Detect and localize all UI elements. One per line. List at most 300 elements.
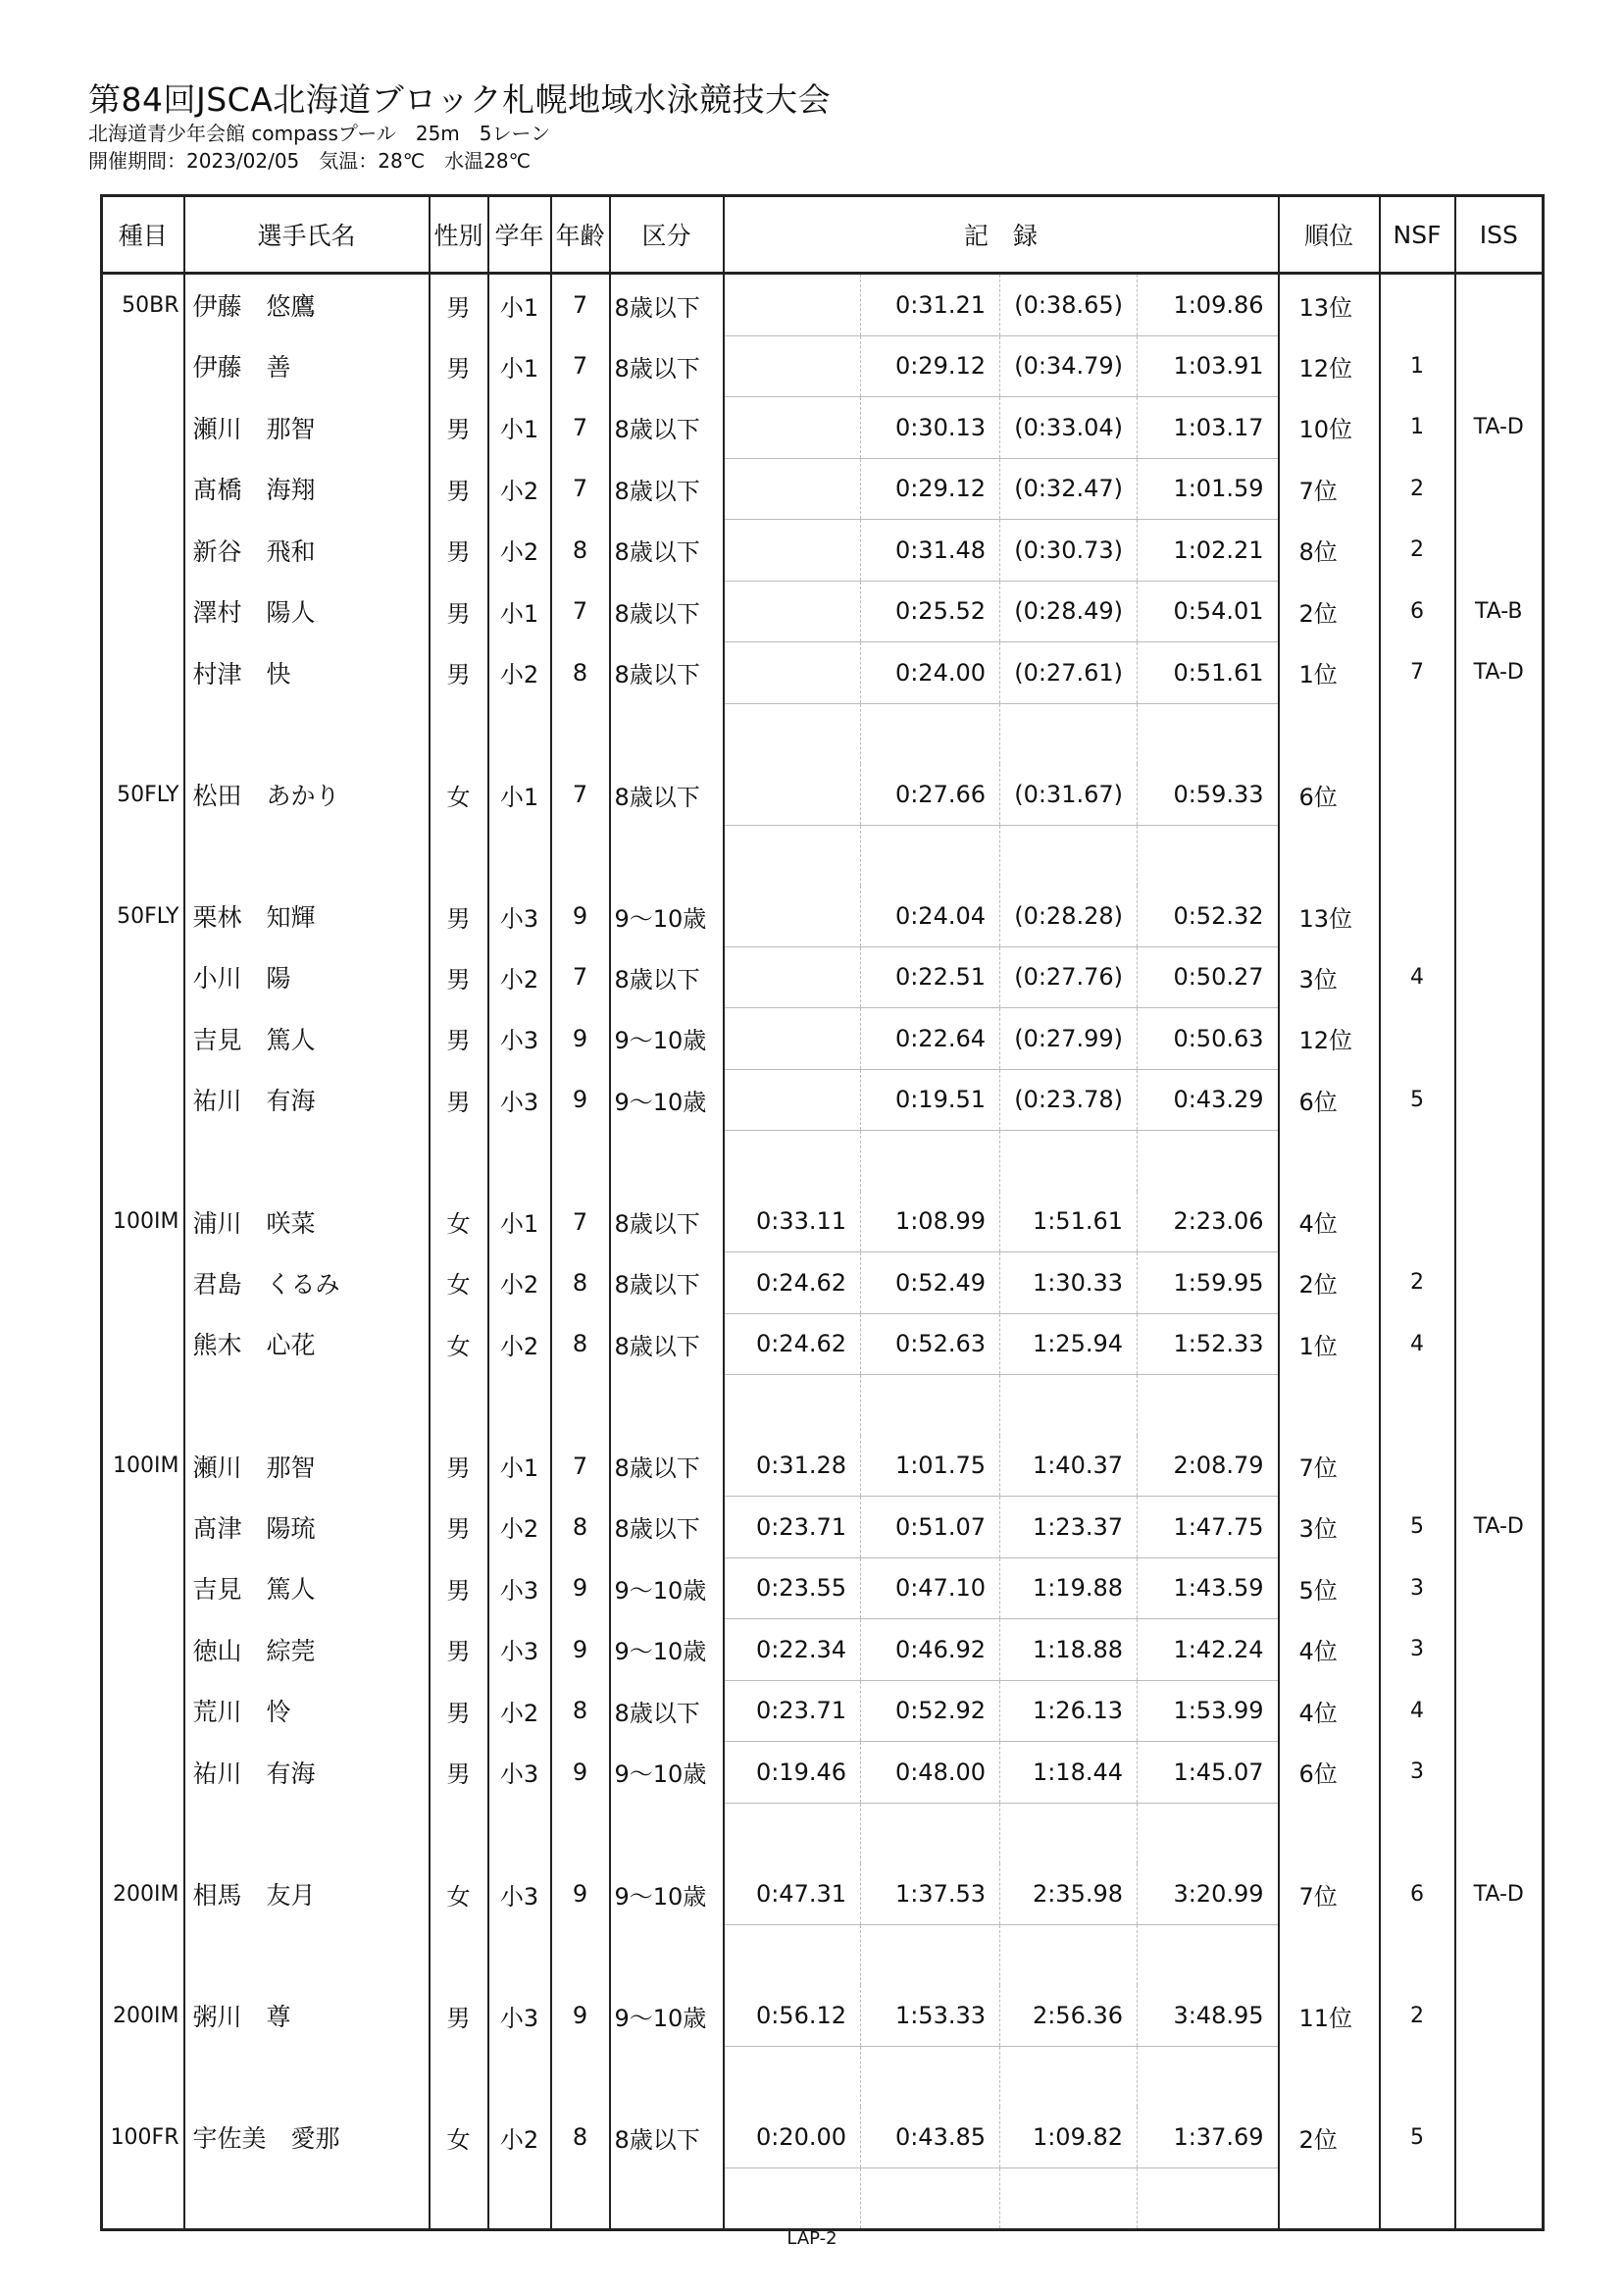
division-cell: 8歳以下 (610, 1192, 724, 1252)
iss-cell (1455, 458, 1544, 520)
table-row (102, 2107, 1544, 2167)
split-3-cell (1000, 703, 1138, 764)
grade-cell (488, 1924, 551, 1985)
final-time-cell: 1:03.17 (1138, 397, 1279, 459)
event-cell: 50FLY (102, 764, 184, 825)
split-2-cell: 0:29.12 (861, 458, 1000, 520)
grade-cell: 小2 (488, 1497, 551, 1558)
split-3-cell (1000, 2046, 1138, 2107)
rank-cell: 12位 (1279, 1008, 1380, 1070)
event-cell (102, 1742, 184, 1804)
nsf-cell (1380, 886, 1455, 946)
final-time-cell: 1:37.69 (1138, 2107, 1279, 2167)
grade-cell: 小3 (488, 1863, 551, 1924)
split-2-cell: 0:43.85 (861, 2107, 1000, 2167)
split-1-cell: 0:20.00 (724, 2107, 861, 2167)
rank-cell (1279, 2167, 1380, 2230)
division-cell: 8歳以下 (610, 1497, 724, 1558)
sex-cell: 男 (430, 642, 488, 704)
nsf-cell (1380, 1131, 1455, 1192)
final-time-cell: 1:53.99 (1138, 1680, 1279, 1742)
split-1-cell (724, 520, 861, 582)
division-cell: 8歳以下 (610, 1252, 724, 1314)
event-cell (102, 825, 184, 886)
division-cell (610, 825, 724, 886)
split-3-cell: 1:18.44 (1000, 1742, 1138, 1804)
sex-cell (430, 825, 488, 886)
split-2-cell (861, 1131, 1000, 1192)
name-cell: 髙橋 海翔 (184, 458, 430, 520)
header-nsf: NSF (1380, 196, 1455, 274)
nsf-cell: 1 (1380, 335, 1455, 397)
split-3-cell: 1:18.88 (1000, 1619, 1138, 1681)
age-cell: 8 (551, 642, 610, 704)
split-2-cell: 0:46.92 (861, 1619, 1000, 1681)
iss-cell (1455, 1069, 1544, 1131)
final-time-cell: 1:52.33 (1138, 1313, 1279, 1375)
event-cell (102, 335, 184, 397)
final-time-cell: 0:43.29 (1138, 1069, 1279, 1131)
table-row (102, 946, 1544, 1008)
name-cell (184, 2167, 430, 2230)
split-2-cell: 0:52.92 (861, 1680, 1000, 1742)
event-cell (102, 1803, 184, 1863)
split-1-cell (724, 581, 861, 642)
split-1-cell (724, 1069, 861, 1131)
split-1-cell: 0:56.12 (724, 1985, 861, 2046)
split-2-cell (861, 825, 1000, 886)
sex-cell (430, 1924, 488, 1985)
iss-cell (1455, 2107, 1544, 2167)
sex-cell: 男 (430, 581, 488, 642)
age-cell: 9 (551, 1863, 610, 1924)
split-1-cell: 0:47.31 (724, 1863, 861, 1924)
nsf-cell: 2 (1380, 520, 1455, 582)
final-time-cell: 0:59.33 (1138, 764, 1279, 825)
division-cell: 9～10歳 (610, 886, 724, 946)
iss-cell (1455, 1557, 1544, 1619)
table-row (102, 642, 1544, 704)
split-1-cell: 0:23.71 (724, 1680, 861, 1742)
split-3-cell: 1:19.88 (1000, 1557, 1138, 1619)
final-time-cell: 0:51.61 (1138, 642, 1279, 704)
final-time-cell: 0:50.27 (1138, 946, 1279, 1008)
header-sex: 性別 (430, 196, 488, 274)
table-row (102, 397, 1544, 459)
event-cell (102, 1131, 184, 1192)
event-cell (102, 520, 184, 582)
name-cell: 相馬 友月 (184, 1863, 430, 1924)
event-cell (102, 1619, 184, 1681)
name-cell: 村津 快 (184, 642, 430, 704)
age-cell: 8 (551, 520, 610, 582)
split-2-cell: 0:24.00 (861, 642, 1000, 704)
split-3-cell: (0:28.49) (1000, 581, 1138, 642)
name-cell (184, 1131, 430, 1192)
final-time-cell: 0:52.32 (1138, 886, 1279, 946)
split-2-cell: 0:52.49 (861, 1252, 1000, 1314)
rank-cell (1279, 1803, 1380, 1863)
age-cell (551, 1375, 610, 1436)
split-3-cell (1000, 1131, 1138, 1192)
split-1-cell (724, 2167, 861, 2230)
age-cell: 9 (551, 1742, 610, 1804)
event-cell (102, 1375, 184, 1436)
split-2-cell: 0:30.13 (861, 397, 1000, 459)
iss-cell (1455, 1924, 1544, 1985)
split-2-cell: 0:22.51 (861, 946, 1000, 1008)
iss-cell (1455, 1436, 1544, 1497)
grade-cell (488, 703, 551, 764)
name-cell: 伊藤 悠鷹 (184, 274, 430, 336)
division-cell (610, 2167, 724, 2230)
split-1-cell: 0:23.71 (724, 1497, 861, 1558)
name-cell: 伊藤 善 (184, 335, 430, 397)
division-cell (610, 2046, 724, 2107)
division-cell: 8歳以下 (610, 335, 724, 397)
final-time-cell (1138, 1924, 1279, 1985)
table-row (102, 764, 1544, 825)
nsf-cell: 2 (1380, 458, 1455, 520)
split-2-cell: 0:25.52 (861, 581, 1000, 642)
split-1-cell (724, 274, 861, 336)
iss-cell (1455, 2046, 1544, 2107)
split-1-cell (724, 458, 861, 520)
age-cell: 8 (551, 1497, 610, 1558)
grade-cell: 小2 (488, 1680, 551, 1742)
division-cell: 9～10歳 (610, 1742, 724, 1804)
split-3-cell: 1:25.94 (1000, 1313, 1138, 1375)
grade-cell: 小2 (488, 458, 551, 520)
header-rank: 順位 (1279, 196, 1380, 274)
iss-cell: TA-D (1455, 1863, 1544, 1924)
split-2-cell: 1:08.99 (861, 1192, 1000, 1252)
iss-cell (1455, 946, 1544, 1008)
sex-cell (430, 1131, 488, 1192)
rank-cell: 4位 (1279, 1680, 1380, 1742)
split-3-cell: (0:34.79) (1000, 335, 1138, 397)
spacer-row (102, 825, 1544, 886)
name-cell: 祐川 有海 (184, 1742, 430, 1804)
age-cell: 9 (551, 1985, 610, 2046)
grade-cell: 小2 (488, 520, 551, 582)
rank-cell (1279, 703, 1380, 764)
iss-cell (1455, 1985, 1544, 2046)
final-time-cell: 1:02.21 (1138, 520, 1279, 582)
iss-cell: TA-D (1455, 642, 1544, 704)
division-cell (610, 1375, 724, 1436)
sex-cell: 男 (430, 1742, 488, 1804)
event-cell: 50BR (102, 274, 184, 336)
rank-cell: 13位 (1279, 886, 1380, 946)
event-cell (102, 2167, 184, 2230)
split-1-cell: 0:24.62 (724, 1252, 861, 1314)
venue-line: 北海道青少年会館 compassプール 25m 5レーン (88, 122, 551, 145)
age-cell: 8 (551, 1252, 610, 1314)
split-1-cell (724, 703, 861, 764)
rank-cell: 7位 (1279, 458, 1380, 520)
rank-cell: 4位 (1279, 1619, 1380, 1681)
rank-cell: 1位 (1279, 642, 1380, 704)
spacer-row (102, 703, 1544, 764)
page-footer: LAP-2 (787, 2228, 837, 2249)
rank-cell: 2位 (1279, 581, 1380, 642)
sex-cell: 女 (430, 1192, 488, 1252)
table-row (102, 886, 1544, 946)
age-cell: 7 (551, 458, 610, 520)
split-2-cell: 1:53.33 (861, 1985, 1000, 2046)
table-row (102, 1863, 1544, 1924)
final-time-cell: 3:48.95 (1138, 1985, 1279, 2046)
rank-cell: 1位 (1279, 1313, 1380, 1375)
name-cell: 粥川 尊 (184, 1985, 430, 2046)
split-2-cell: 0:51.07 (861, 1497, 1000, 1558)
grade-cell: 小3 (488, 1069, 551, 1131)
grade-cell: 小3 (488, 1985, 551, 2046)
nsf-cell: 7 (1380, 642, 1455, 704)
table-row (102, 1742, 1544, 1804)
final-time-cell: 2:08.79 (1138, 1436, 1279, 1497)
split-2-cell: 0:52.63 (861, 1313, 1000, 1375)
table-row (102, 1557, 1544, 1619)
split-1-cell (724, 825, 861, 886)
final-time-cell: 2:23.06 (1138, 1192, 1279, 1252)
age-cell: 9 (551, 1008, 610, 1070)
age-cell: 7 (551, 581, 610, 642)
name-cell: 松田 あかり (184, 764, 430, 825)
name-cell (184, 825, 430, 886)
split-2-cell: 0:47.10 (861, 1557, 1000, 1619)
split-1-cell: 0:22.34 (724, 1619, 861, 1681)
age-cell: 7 (551, 335, 610, 397)
split-3-cell: 1:51.61 (1000, 1192, 1138, 1252)
split-2-cell: 0:24.04 (861, 886, 1000, 946)
table-row (102, 274, 1544, 336)
split-2-cell: 0:31.48 (861, 520, 1000, 582)
iss-cell (1455, 1131, 1544, 1192)
table-row (102, 520, 1544, 582)
split-2-cell: 0:22.64 (861, 1008, 1000, 1070)
table-row (102, 1497, 1544, 1558)
iss-cell: TA-B (1455, 581, 1544, 642)
final-time-cell (1138, 703, 1279, 764)
age-cell: 9 (551, 1557, 610, 1619)
split-1-cell: 0:31.28 (724, 1436, 861, 1497)
split-2-cell: 0:29.12 (861, 335, 1000, 397)
split-3-cell (1000, 1924, 1138, 1985)
name-cell (184, 1375, 430, 1436)
split-2-cell (861, 2046, 1000, 2107)
results-table (100, 194, 1545, 2231)
nsf-cell: 3 (1380, 1557, 1455, 1619)
division-cell: 9～10歳 (610, 1557, 724, 1619)
grade-cell: 小1 (488, 274, 551, 336)
split-3-cell (1000, 825, 1138, 886)
sex-cell: 男 (430, 946, 488, 1008)
iss-cell: TA-D (1455, 1497, 1544, 1558)
age-cell (551, 2167, 610, 2230)
rank-cell: 6位 (1279, 1069, 1380, 1131)
division-cell (610, 1803, 724, 1863)
final-time-cell (1138, 1803, 1279, 1863)
age-cell: 9 (551, 1619, 610, 1681)
grade-cell: 小1 (488, 1436, 551, 1497)
iss-cell (1455, 335, 1544, 397)
age-cell (551, 1803, 610, 1863)
split-3-cell: 1:09.82 (1000, 2107, 1138, 2167)
name-cell (184, 703, 430, 764)
age-cell (551, 825, 610, 886)
event-cell (102, 1680, 184, 1742)
rank-cell (1279, 1375, 1380, 1436)
final-time-cell: 1:09.86 (1138, 274, 1279, 336)
division-cell: 8歳以下 (610, 642, 724, 704)
iss-cell (1455, 1313, 1544, 1375)
nsf-cell: 5 (1380, 1497, 1455, 1558)
header-iss: ISS (1455, 196, 1544, 274)
split-1-cell (724, 397, 861, 459)
division-cell: 8歳以下 (610, 520, 724, 582)
nsf-cell (1380, 1803, 1455, 1863)
age-cell: 8 (551, 2107, 610, 2167)
division-cell (610, 1924, 724, 1985)
rank-cell: 12位 (1279, 335, 1380, 397)
table-row (102, 458, 1544, 520)
event-cell (102, 1557, 184, 1619)
split-1-cell: 0:33.11 (724, 1192, 861, 1252)
nsf-cell (1380, 1375, 1455, 1436)
age-cell (551, 1131, 610, 1192)
name-cell: 栗林 知輝 (184, 886, 430, 946)
nsf-cell (1380, 825, 1455, 886)
name-cell: 吉見 篤人 (184, 1008, 430, 1070)
final-time-cell: 1:01.59 (1138, 458, 1279, 520)
name-cell (184, 1803, 430, 1863)
division-cell: 8歳以下 (610, 946, 724, 1008)
split-2-cell (861, 1375, 1000, 1436)
grade-cell (488, 2167, 551, 2230)
event-cell (102, 458, 184, 520)
rank-cell: 8位 (1279, 520, 1380, 582)
sex-cell: 男 (430, 1069, 488, 1131)
iss-cell (1455, 1742, 1544, 1804)
final-time-cell: 3:20.99 (1138, 1863, 1279, 1924)
rank-cell: 13位 (1279, 274, 1380, 336)
iss-cell (1455, 825, 1544, 886)
sex-cell: 男 (430, 1619, 488, 1681)
event-cell (102, 946, 184, 1008)
sex-cell: 女 (430, 1252, 488, 1314)
event-cell (102, 397, 184, 459)
age-cell (551, 1924, 610, 1985)
age-cell: 7 (551, 274, 610, 336)
rank-cell: 4位 (1279, 1192, 1380, 1252)
grade-cell (488, 1131, 551, 1192)
division-cell: 9～10歳 (610, 1985, 724, 2046)
grade-cell: 小3 (488, 1742, 551, 1804)
grade-cell: 小1 (488, 1192, 551, 1252)
nsf-cell: 6 (1380, 1863, 1455, 1924)
split-1-cell (724, 2046, 861, 2107)
header-event: 種目 (102, 196, 184, 274)
header-name: 選手氏名 (184, 196, 430, 274)
event-cell (102, 1924, 184, 1985)
results-body (102, 274, 1544, 2230)
division-cell: 8歳以下 (610, 397, 724, 459)
rank-cell: 7位 (1279, 1436, 1380, 1497)
table-row (102, 1619, 1544, 1681)
split-1-cell (724, 642, 861, 704)
nsf-cell (1380, 274, 1455, 336)
final-time-cell: 1:45.07 (1138, 1742, 1279, 1804)
event-cell (102, 703, 184, 764)
grade-cell: 小1 (488, 335, 551, 397)
split-3-cell: (0:32.47) (1000, 458, 1138, 520)
final-time-cell (1138, 825, 1279, 886)
spacer-row (102, 2167, 1544, 2230)
name-cell: 小川 陽 (184, 946, 430, 1008)
split-2-cell: 0:31.21 (861, 274, 1000, 336)
table-row (102, 1252, 1544, 1314)
event-cell: 100FR (102, 2107, 184, 2167)
split-2-cell: 1:37.53 (861, 1863, 1000, 1924)
final-time-cell (1138, 2046, 1279, 2107)
age-cell: 7 (551, 764, 610, 825)
iss-cell (1455, 2167, 1544, 2230)
event-cell: 50FLY (102, 886, 184, 946)
table-row (102, 1069, 1544, 1131)
split-3-cell: (0:38.65) (1000, 274, 1138, 336)
rank-cell (1279, 2046, 1380, 2107)
table-row (102, 1192, 1544, 1252)
final-time-cell: 1:43.59 (1138, 1557, 1279, 1619)
age-cell: 9 (551, 886, 610, 946)
age-cell: 7 (551, 1436, 610, 1497)
split-2-cell: 0:48.00 (861, 1742, 1000, 1804)
split-3-cell: 1:23.37 (1000, 1497, 1138, 1558)
event-cell (102, 1313, 184, 1375)
sex-cell: 男 (430, 520, 488, 582)
rank-cell (1279, 1131, 1380, 1192)
sex-cell: 男 (430, 335, 488, 397)
grade-cell: 小3 (488, 886, 551, 946)
rank-cell: 11位 (1279, 1985, 1380, 2046)
split-3-cell: 2:35.98 (1000, 1863, 1138, 1924)
name-cell: 吉見 篤人 (184, 1557, 430, 1619)
grade-cell: 小2 (488, 1313, 551, 1375)
split-3-cell: (0:33.04) (1000, 397, 1138, 459)
rank-cell: 3位 (1279, 946, 1380, 1008)
name-cell: 髙津 陽琉 (184, 1497, 430, 1558)
split-1-cell: 0:24.62 (724, 1313, 861, 1375)
nsf-cell (1380, 1192, 1455, 1252)
iss-cell: TA-D (1455, 397, 1544, 459)
sex-cell: 女 (430, 1313, 488, 1375)
grade-cell: 小3 (488, 1008, 551, 1070)
sex-cell (430, 1375, 488, 1436)
nsf-cell (1380, 1436, 1455, 1497)
division-cell: 9～10歳 (610, 1863, 724, 1924)
division-cell: 8歳以下 (610, 458, 724, 520)
header-division: 区分 (610, 196, 724, 274)
split-1-cell (724, 886, 861, 946)
table-row (102, 1680, 1544, 1742)
split-1-cell (724, 335, 861, 397)
split-1-cell (724, 1131, 861, 1192)
name-cell: 新谷 飛和 (184, 520, 430, 582)
split-3-cell: (0:31.67) (1000, 764, 1138, 825)
split-1-cell (724, 946, 861, 1008)
